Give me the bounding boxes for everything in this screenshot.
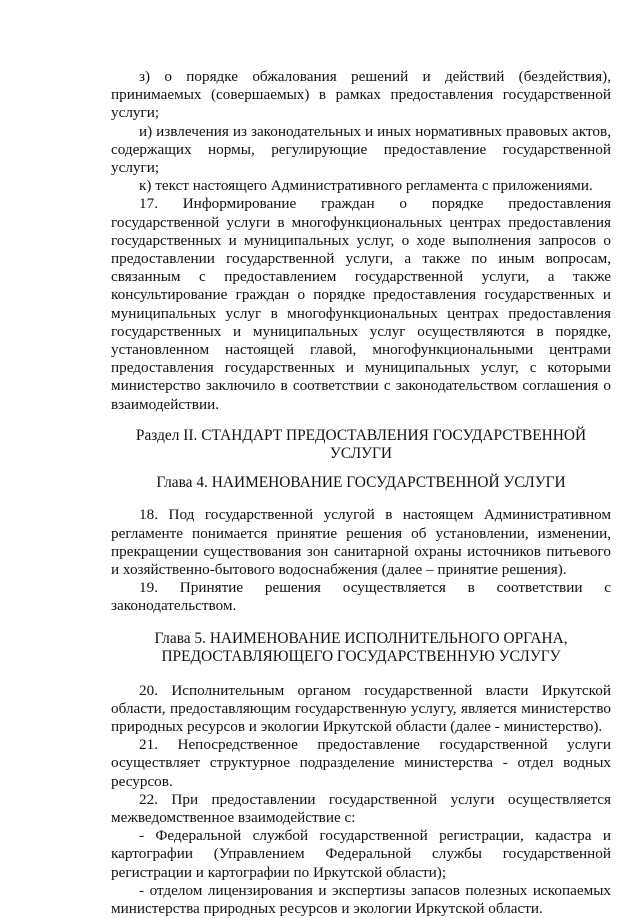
paragraph-item-i: и) извлечения из законодательных и иных нормативных правовых актов, содержащих нормы, регулирующие предоставление государственной услуги; — [111, 122, 611, 177]
section-heading — [111, 427, 611, 464]
paragraph-20: 20. Исполнительным органом государственной власти Иркутской области, предоставляющим государственную услугу, является министерство природных ресурсов и экологии Иркутской области (далее - министерство). — [111, 681, 611, 735]
paragraph-17: 17. Информирование граждан о порядке предоставления государственной услуги в многофункциональных центрах предоставления государственных и муниципальных услуг, о ходе выполнения запросов о предоставлении государственной услуги, а также по иным вопросам, связанным с предоставлением государственной услуги, а также консультирование граждан о порядке предоставления государственных и муниципальных услуг в многофункциональных центрах предоставления государственных и муниципальных услуг осуществляются в порядке, установленном настоящей главой, многофункциональными центрами предоставления государственных и муниципальных услуг, с которыми министерство заключило в соответствии с законодательством соглашения о взаимодействии. — [111, 195, 611, 413]
chapter-5-heading-line1: Глава 5. НАИМЕНОВАНИЕ ИСПОЛНИТЕЛЬНОГО ОРГАНА, — [154, 629, 568, 647]
chapter-5-heading — [111, 630, 611, 667]
section-heading-line1: Раздел II. СТАНДАРТ ПРЕДОСТАВЛЕНИЯ ГОСУДАРСТВЕННОЙ — [135, 426, 587, 444]
list-item-rosreestr: - Федеральной службой государственной регистрации, кадастра и картографии (Управлением Федеральной службы государственной регистрации и картографии по Иркутской области); — [111, 827, 611, 881]
paragraph-19: 19. Принятие решения осуществляется в соответствии с законодательством. — [111, 579, 611, 615]
paragraph-item-z: з) о порядке обжалования решений и действий (бездействия), принимаемых (совершаемых) в рамках предоставления государственной услуги; — [111, 68, 611, 122]
paragraph-item-k: к) текст настоящего Административного регламента с приложениями. — [139, 177, 593, 195]
paragraph-21: 21. Непосредственное предоставление государственной услуги осуществляет структурное подразделение министерства - отдел водных ресурсов. — [111, 736, 611, 790]
chapter-5-heading-line2: ПРЕДОСТАВЛЯЮЩЕГО ГОСУДАРСТВЕННУЮ УСЛУГУ — [161, 648, 561, 666]
paragraph-18: 18. Под государственной услугой в настоящем Административном регламенте понимается принятие решения об установлении, изменении, прекращении существования зон санитарной охраны источников питьевого и хозяйственно-бытового водоснабжения (далее – принятие решения). — [111, 506, 611, 578]
section-heading-line2: УСЛУГИ — [329, 445, 393, 463]
chapter-4-heading: Глава 4. НАИМЕНОВАНИЕ ГОСУДАРСТВЕННОЙ УСЛУГИ — [156, 473, 566, 491]
paragraph-22: 22. При предоставлении государственной услуги осуществляется межведомственное взаимодействие с: — [111, 790, 611, 826]
document-page — [111, 68, 611, 918]
list-item-licensing-department: - отделом лицензирования и экспертизы запасов полезных ископаемых министерства природных ресурсов и экологии Иркутской области. — [111, 881, 611, 918]
